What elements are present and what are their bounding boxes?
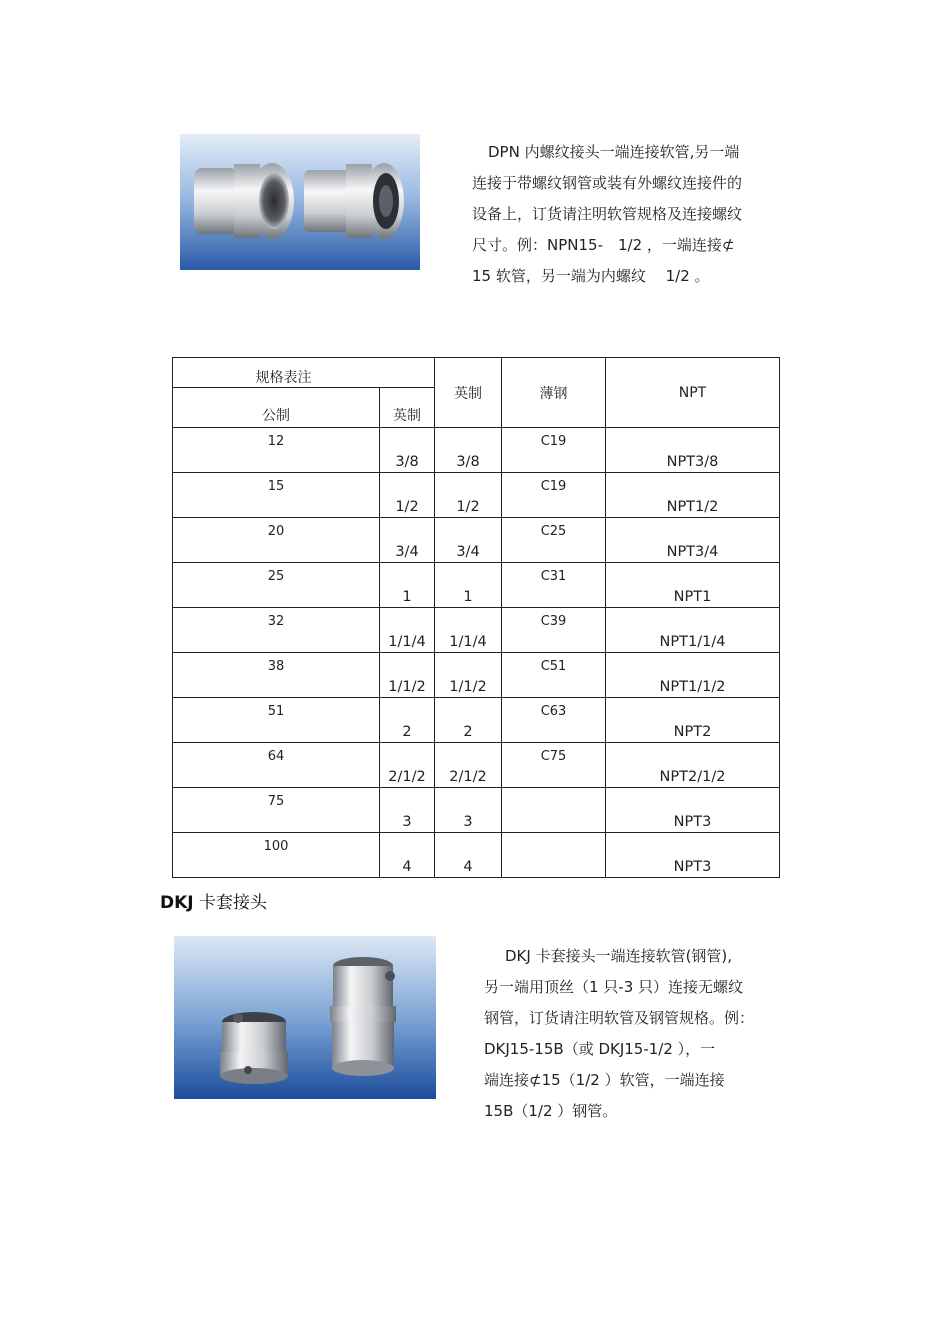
description-line: DPN 内螺纹接头一端连接软管,另一端: [488, 143, 740, 161]
table-row: [173, 698, 780, 743]
table-row: [173, 833, 780, 878]
description-line: 尺寸。例：NPN15- 1/2 ，一端连接⊄: [472, 236, 735, 254]
cell-thin-steel: C63: [502, 698, 606, 743]
description-line: 连接于带螺纹钢管或装有外螺纹连接件的: [472, 174, 743, 192]
cell-thin-steel: C75: [502, 743, 606, 788]
cell-npt: NPT3/4: [606, 518, 780, 563]
cell-imperial: 1/2: [435, 473, 502, 518]
description-line: 钢管，订货请注明软管及钢管规格。例：: [484, 1009, 755, 1027]
cell-metric: 51: [173, 698, 380, 743]
cell-npt: NPT2: [606, 698, 780, 743]
cell-thin-steel: C19: [502, 428, 606, 473]
header-thin-steel: 薄钢: [502, 358, 606, 428]
cell-thin-steel: [502, 788, 606, 833]
cell-thin-steel: C39: [502, 608, 606, 653]
dpn-description: [472, 137, 742, 292]
cell-imperial-sub: 2/1/2: [380, 743, 435, 788]
cell-thin-steel: C25: [502, 518, 606, 563]
header-metric: 公制: [173, 388, 380, 428]
cell-imperial-sub: 1/1/2: [380, 653, 435, 698]
cell-imperial-sub: 3/8: [380, 428, 435, 473]
cell-imperial: 2/1/2: [435, 743, 502, 788]
cell-metric: 64: [173, 743, 380, 788]
description-line: 设备上，订货请注明软管规格及连接螺纹: [472, 205, 743, 223]
dkj-description: [484, 941, 754, 1127]
dkj-heading-title: 卡套接头: [193, 893, 268, 913]
table-row: [173, 743, 780, 788]
description-line: 15B（1/2 ）钢管。: [484, 1102, 618, 1120]
cell-metric: 38: [173, 653, 380, 698]
dkj-heading-code: DKJ: [160, 893, 194, 913]
cell-imperial: 4: [435, 833, 502, 878]
cell-npt: NPT2/1/2: [606, 743, 780, 788]
cell-metric: 15: [173, 473, 380, 518]
cell-npt: NPT1/1/2: [606, 653, 780, 698]
table-row: [173, 608, 780, 653]
cell-metric: 32: [173, 608, 380, 653]
cell-npt: NPT3: [606, 788, 780, 833]
cell-metric: 12: [173, 428, 380, 473]
description-line: 15 软管，另一端为内螺纹 1/2 。: [472, 267, 710, 285]
cell-imperial: 1: [435, 563, 502, 608]
dpn-product-photo: [180, 134, 420, 270]
cell-imperial-sub: 3: [380, 788, 435, 833]
table-row: [173, 428, 780, 473]
cell-imperial: 1/1/4: [435, 608, 502, 653]
table-row: [173, 473, 780, 518]
cell-metric: 20: [173, 518, 380, 563]
dkj-product-photo: [174, 936, 436, 1099]
header-imperial-sub: 英制: [380, 388, 435, 428]
cell-metric: 75: [173, 788, 380, 833]
description-line: 另一端用顶丝（1 只-3 只）连接无螺纹: [484, 978, 744, 996]
cell-imperial: 3/4: [435, 518, 502, 563]
cell-npt: NPT1/1/4: [606, 608, 780, 653]
cell-imperial: 2: [435, 698, 502, 743]
table-row: [173, 518, 780, 563]
table-row: [173, 563, 780, 608]
description-line: 端连接⊄15（1/2 ）软管，一端连接: [484, 1071, 725, 1089]
cell-imperial-sub: 1/1/4: [380, 608, 435, 653]
cell-imperial: 1/1/2: [435, 653, 502, 698]
table-row: [173, 653, 780, 698]
cell-thin-steel: C51: [502, 653, 606, 698]
cell-imperial-sub: 2: [380, 698, 435, 743]
cell-imperial-sub: 1: [380, 563, 435, 608]
table-row: [173, 788, 780, 833]
cell-imperial: 3/8: [435, 428, 502, 473]
spec-table: [172, 357, 780, 878]
cell-thin-steel: [502, 833, 606, 878]
header-spec-group: 规格表注: [173, 358, 435, 388]
cell-npt: NPT1/2: [606, 473, 780, 518]
cell-imperial-sub: 1/2: [380, 473, 435, 518]
cell-thin-steel: C31: [502, 563, 606, 608]
cell-imperial-sub: 4: [380, 833, 435, 878]
cell-metric: 100: [173, 833, 380, 878]
dkj-heading: [160, 890, 267, 916]
cell-thin-steel: C19: [502, 473, 606, 518]
description-line: DKJ 卡套接头一端连接软管(钢管),: [505, 947, 733, 965]
description-line: DKJ15-15B（或 DKJ15-1/2 ），一: [484, 1040, 716, 1058]
cell-metric: 25: [173, 563, 380, 608]
cell-npt: NPT3: [606, 833, 780, 878]
cell-npt: NPT1: [606, 563, 780, 608]
cell-npt: NPT3/8: [606, 428, 780, 473]
cell-imperial: 3: [435, 788, 502, 833]
cell-imperial-sub: 3/4: [380, 518, 435, 563]
header-imperial: 英制: [435, 358, 502, 428]
header-npt: NPT: [606, 358, 780, 428]
